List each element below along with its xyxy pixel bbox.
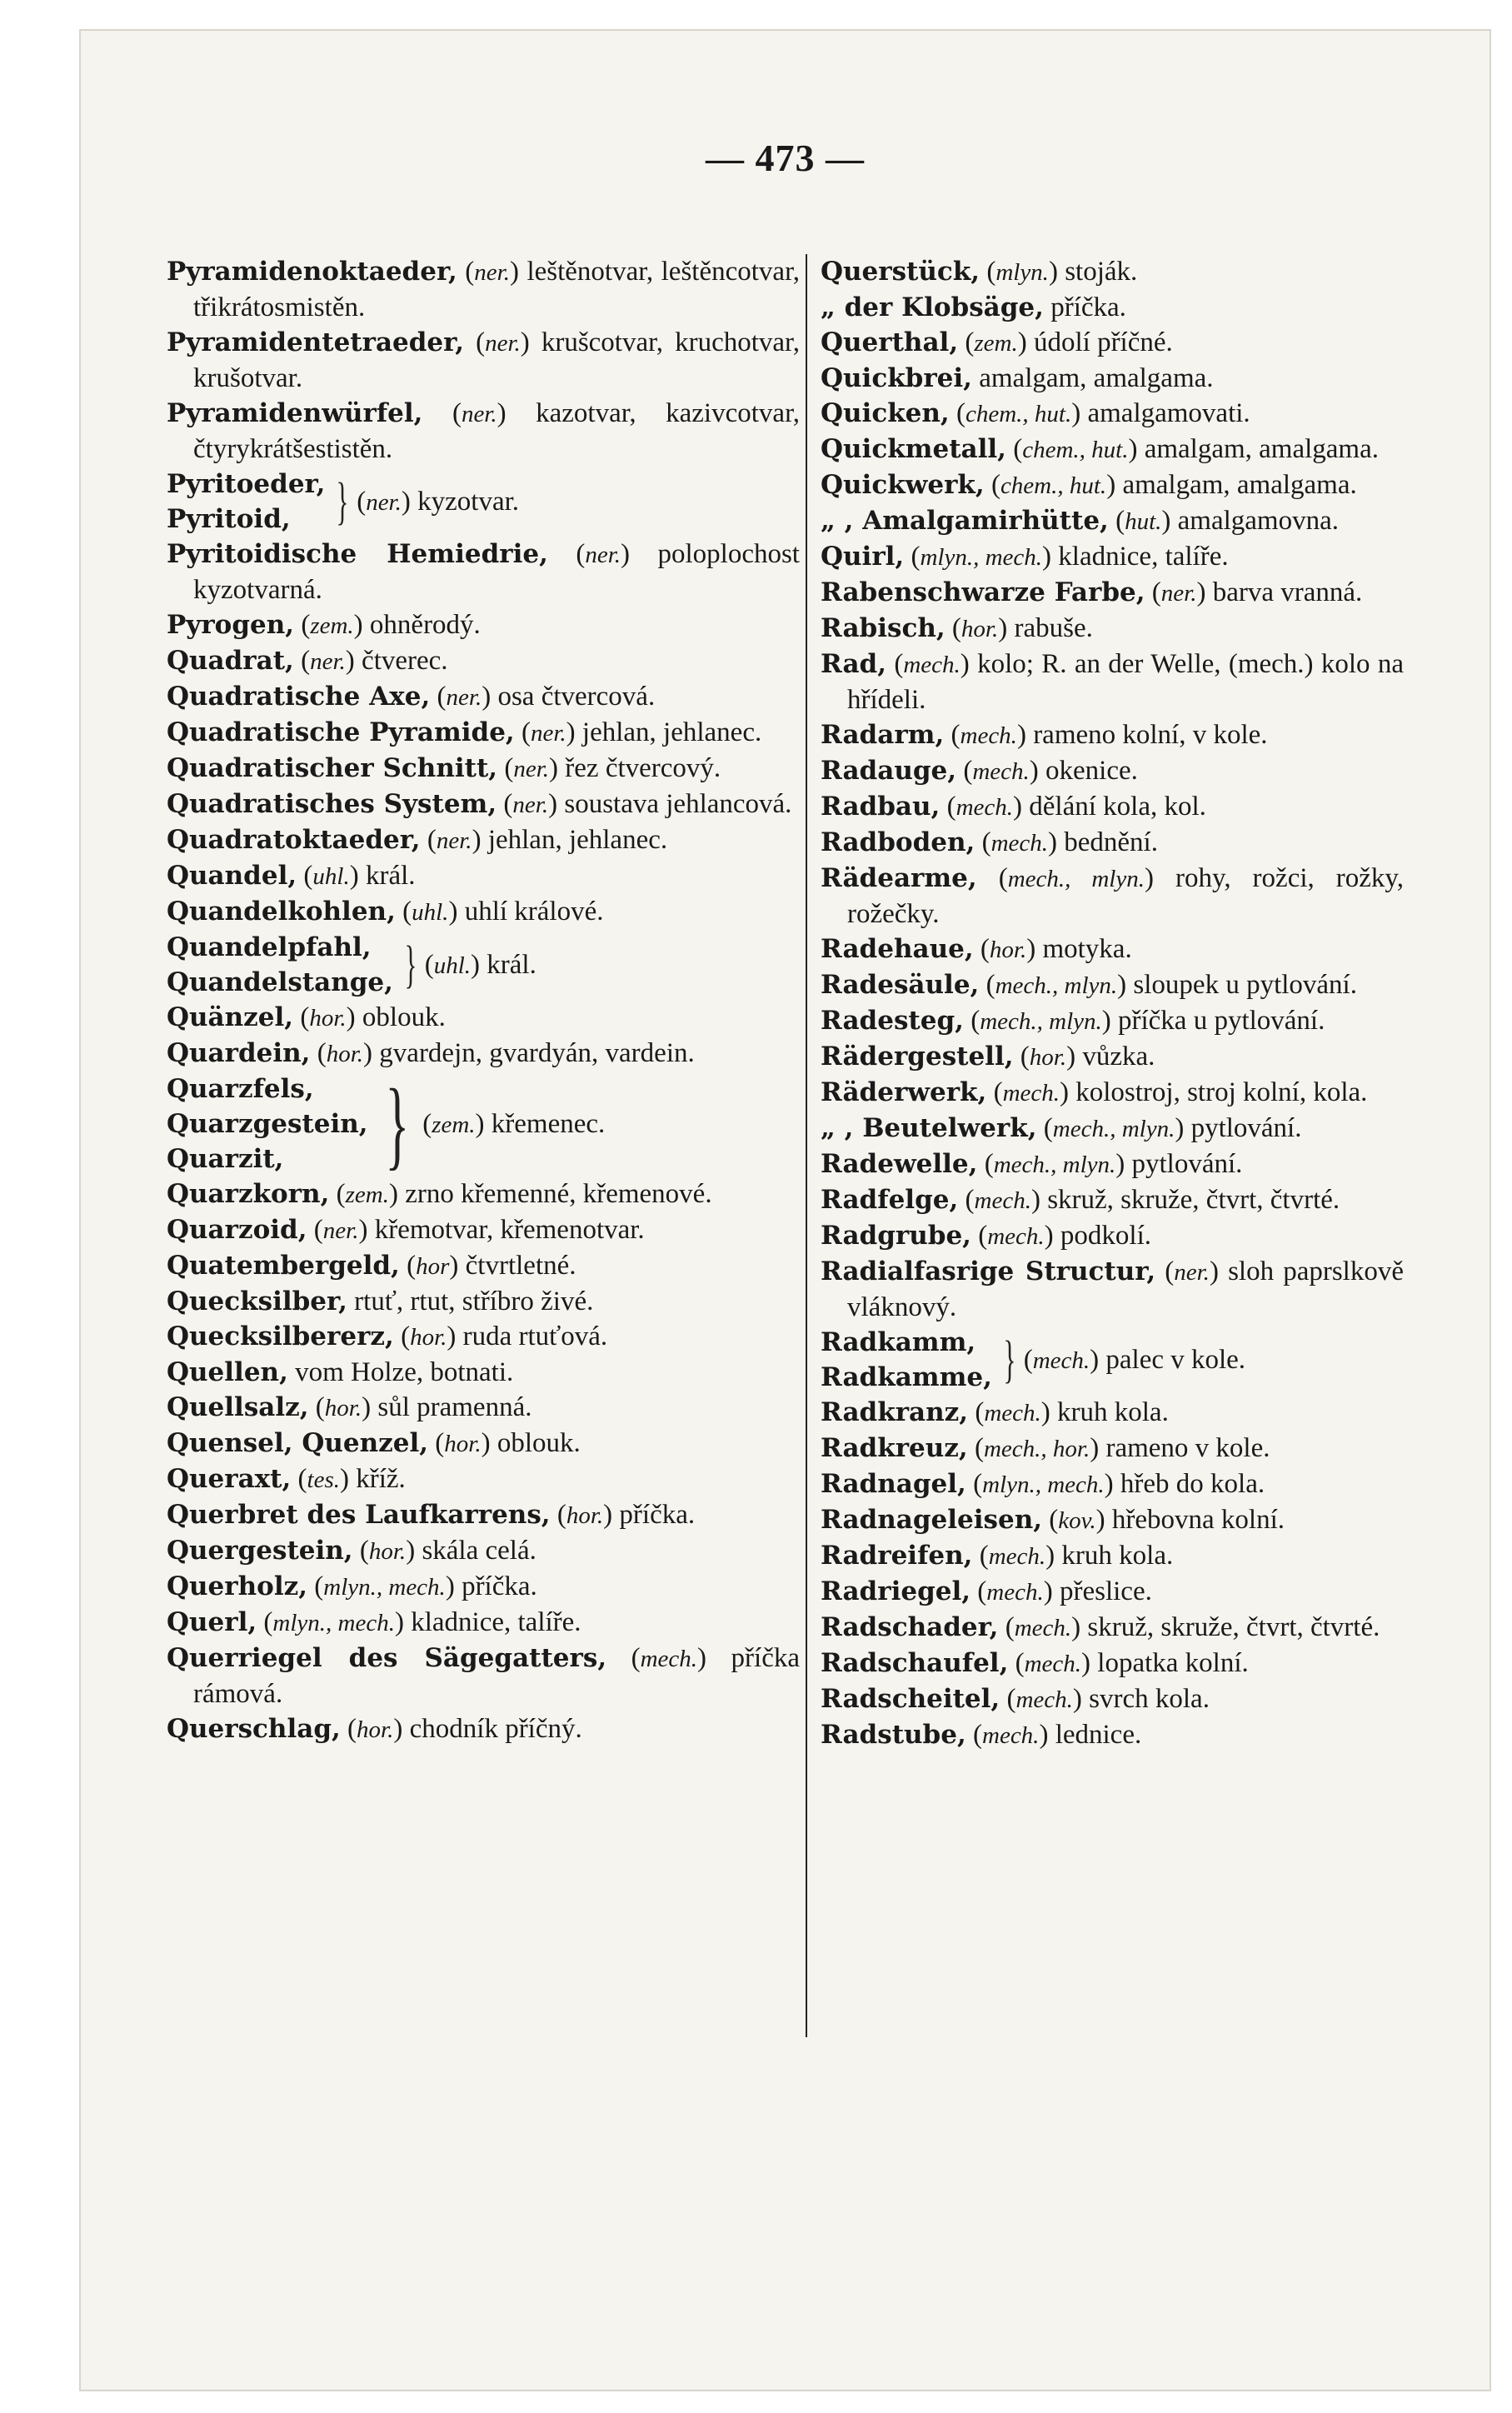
entry-abbrev: mlyn., mech.: [920, 544, 1043, 571]
dictionary-entry: [821, 290, 1404, 325]
entry-definition: oblouk.: [362, 1002, 446, 1032]
dictionary-entry: Querbret des Laufkarrens, (hor.) příčka.: [167, 1500, 696, 1530]
entry-abbrev: mech.: [984, 1400, 1041, 1426]
entry-abbrev: ner.: [322, 1217, 359, 1244]
entry-definition: amalgam, amalgama.: [979, 363, 1214, 393]
entry-abbrev: mech.: [991, 830, 1049, 857]
dictionary-entry: Quarzkorn, (zem.) zrno křemenné, křemenové.: [167, 1179, 712, 1209]
entry-headword: Quadratische Pyramide,: [167, 717, 515, 747]
entry-group: Radkamm, Radkamme, } (mech.) palec v kole.: [821, 1325, 1404, 1395]
entry-headword: Querl,: [167, 1607, 257, 1637]
entry-abbrev: ner.: [1174, 1259, 1210, 1286]
right-column: [821, 254, 1404, 1753]
entry-abbrev: mech.: [987, 1223, 1045, 1250]
entry-abbrev: zem.: [974, 330, 1018, 357]
entry-abbrev: mech., mlyn.: [1052, 1116, 1175, 1142]
dictionary-entry: Quickmetall, (chem., hut.) amalgam, amalgama.: [821, 434, 1379, 464]
dictionary-entry: Querstück, (mlyn.) stoják.: [821, 257, 1138, 287]
dictionary-entry: Quecksilbererz, (hor.) ruda rtuťová.: [167, 1321, 608, 1351]
brace-glyph: }: [384, 1068, 409, 1179]
dictionary-entry: Quandelkohlen, (uhl.) uhlí králové.: [167, 897, 604, 927]
entry-headword: Radfelge,: [821, 1185, 959, 1215]
entry-definition: amalgamovati.: [1087, 398, 1250, 428]
entry-headword: Queraxt,: [167, 1464, 292, 1494]
entry-headword: Radesäule,: [821, 970, 980, 1000]
entry-abbrev: mech.: [1015, 1686, 1073, 1713]
entry-abbrev: mech., mlyn.: [1007, 866, 1145, 892]
dictionary-entry: Querriegel des Sägegatters, (mech.) příčka rámová.: [167, 1643, 800, 1709]
entry-definition: příčka rámová.: [193, 1643, 800, 1709]
entry-abbrev: mech.: [1002, 1080, 1060, 1107]
dictionary-entry: Radkranz, (mech.) kruh kola.: [821, 1397, 1169, 1427]
entry-definition: palec v kole.: [1105, 1344, 1246, 1375]
dictionary-entry: „ , Beutelwerk, (mech., mlyn.) pytlování.: [821, 1113, 1302, 1143]
brace-glyph: }: [336, 473, 349, 530]
entry-definition: rameno kolní, v kole.: [1033, 720, 1268, 750]
scanned-page: [79, 29, 1491, 2391]
entry-group: Quarzfels, Quarzgestein, Quarzit, } (zem.) křemenec.: [167, 1068, 606, 1179]
entry-abbrev: ner.: [366, 488, 402, 516]
entry-abbrev: hor.: [1029, 1044, 1067, 1071]
page-number: — 473 —: [706, 137, 865, 179]
entry-abbrev: uhl.: [312, 863, 350, 890]
entry-abbrev: hor.: [368, 1538, 407, 1565]
dictionary-entry: [167, 1284, 800, 1319]
entry-abbrev: hor: [416, 1253, 450, 1280]
entry-headword: Quickwerk,: [821, 470, 985, 500]
dictionary-entry: Querl, (mlyn., mech.) kladnice, talíře.: [167, 1607, 581, 1637]
entry-definition: vom Holze, botnati.: [295, 1357, 514, 1387]
entry-headword: Quadratoktaeder,: [167, 825, 421, 855]
entry-definition: kruh kola.: [1057, 1397, 1169, 1427]
entry-headword: Querriegel des Sägegatters,: [167, 1643, 607, 1673]
entry-abbrev: tes.: [307, 1466, 340, 1493]
entry-headword: „ , Beutelwerk,: [821, 1113, 1037, 1143]
entry-headword: Radkreuz,: [821, 1433, 968, 1463]
entry-abbrev: mech., mlyn.: [995, 972, 1118, 999]
entry-abbrev: mech.: [982, 1722, 1040, 1749]
entry-definition: čtverec.: [362, 646, 448, 676]
dictionary-entry: Pyrogen, (zem.) ohněrodý.: [167, 610, 481, 640]
dictionary-entry: Pyramidenwürfel, (ner.) kazotvar, kazivcotvar, čtyrykrátšestistěn.: [167, 398, 800, 464]
entry-definition: kříž.: [356, 1464, 406, 1494]
entry-abbrev: mech.: [960, 722, 1017, 749]
dictionary-entry: Radstube, (mech.) lednice.: [821, 1720, 1142, 1750]
entry-definition: amalgam, amalgama.: [1144, 434, 1379, 464]
entry-headword: Quandelstange,: [167, 967, 393, 997]
entry-definition: křemenec.: [491, 1108, 606, 1139]
dictionary-entry: Radesäule, (mech., mlyn.) sloupek u pytlování.: [821, 970, 1357, 1000]
entry-headword: Radehaue,: [821, 934, 974, 964]
entry-headword: Radnageleisen,: [821, 1505, 1043, 1535]
entry-headword: Quarzgestein,: [167, 1109, 368, 1139]
entry-definition: dělání kola, kol.: [1029, 792, 1206, 822]
entry-headword: Radbau,: [821, 792, 941, 822]
dictionary-entry: Quickwerk, (chem., hut.) amalgam, amalgama.: [821, 470, 1357, 500]
dictionary-entry: Räderwerk, (mech.) kolostroj, stroj kolní, kola.: [821, 1077, 1368, 1107]
left-column: [167, 254, 800, 1747]
entry-abbrev: chem., hut.: [965, 401, 1072, 427]
dictionary-entry: Quadratisches System, (ner.) soustava jehlancová.: [167, 789, 792, 819]
entry-abbrev: ner.: [436, 827, 472, 854]
dictionary-entry: Radschader, (mech.) skruž, skruže, čtvrt, čtvrté.: [821, 1612, 1380, 1642]
entry-group: Quandelpfahl, Quandelstange, } (uhl.) král.: [167, 930, 800, 1000]
entry-headword: Quadratischer Schnitt,: [167, 753, 498, 783]
entry-headword: Radscheitel,: [821, 1684, 1001, 1714]
entry-headword: Quarzit,: [167, 1144, 284, 1174]
entry-definition: chodník příčný.: [409, 1714, 582, 1744]
entry-headword: Pyramidenoktaeder,: [167, 257, 457, 287]
entry-headword: Radewelle,: [821, 1149, 978, 1179]
entry-abbrev: ner.: [585, 542, 621, 568]
entry-group: Pyritoeder, Pyritoid, } (ner.) kyzotvar.: [167, 467, 800, 537]
dictionary-entry: Pyramidenoktaeder, (ner.) leštěnotvar, leštěncotvar, třikrátosmistěn.: [167, 257, 800, 322]
dictionary-entry: Quarzoid, (ner.) křemotvar, křemenotvar.: [167, 1215, 645, 1245]
entry-abbrev: hor.: [357, 1716, 394, 1743]
entry-definition: gvardejn, gvardyán, vardein.: [379, 1038, 695, 1068]
entry-abbrev: mech.: [640, 1646, 698, 1672]
entry-definition: rtuť, rtut, stříbro živé.: [354, 1286, 594, 1316]
dictionary-entry: [821, 361, 1404, 396]
entry-definition: zrno křemenné, křemenové.: [405, 1179, 712, 1209]
entry-definition: král.: [487, 949, 536, 980]
entry-abbrev: ner.: [530, 720, 566, 747]
entry-headword: Querholz,: [167, 1571, 307, 1601]
entry-definition: hřebovna kolní.: [1111, 1505, 1285, 1535]
entry-abbrev: mech., mlyn.: [993, 1152, 1116, 1178]
dictionary-entry: Quirl, (mlyn., mech.) kladnice, talíře.: [821, 542, 1229, 572]
dictionary-entry: Radbau, (mech.) dělání kola, kol.: [821, 792, 1206, 822]
dictionary-entry: Pyritoidische Hemiedrie, (ner.) poloplochost kyzotvarná.: [167, 539, 800, 605]
entry-definition: příčka u pytlování.: [1118, 1006, 1325, 1036]
entry-headword: Pyritoidische Hemiedrie,: [167, 539, 548, 569]
entry-headword: Radkamm,: [821, 1327, 976, 1357]
entry-headword: Quickmetall,: [821, 434, 1006, 464]
entry-headword: Radauge,: [821, 756, 957, 786]
entry-definition: skruž, skruže, čtvrt, čtvrté.: [1047, 1185, 1340, 1215]
entry-abbrev: mech., hor.: [983, 1436, 1090, 1462]
entry-definition: jehlan, jehlanec.: [581, 717, 762, 747]
entry-headword: Radnagel,: [821, 1469, 966, 1499]
entry-abbrev: mlyn.: [996, 259, 1049, 286]
dictionary-entry: Queraxt, (tes.) kříž.: [167, 1464, 406, 1494]
dictionary-entry: Rädearme, (mech., mlyn.) rohy, rožci, rožky, rožečky.: [821, 863, 1404, 929]
entry-definition: rameno v kole.: [1105, 1433, 1270, 1463]
entry-definition: příčka.: [1050, 292, 1126, 322]
entry-abbrev: chem., hut.: [1022, 437, 1129, 463]
entry-headword: Quandel,: [167, 861, 297, 891]
entry-definition: čtvrtletné.: [465, 1251, 576, 1281]
entry-headword: Radstube,: [821, 1720, 966, 1750]
entry-definition: sloupek u pytlování.: [1133, 970, 1357, 1000]
dictionary-entry: Radgrube, (mech.) podkolí.: [821, 1221, 1152, 1251]
entry-definition: bednění.: [1064, 827, 1158, 857]
entry-definition: skála celá.: [422, 1536, 536, 1566]
entry-headword: „ , Amalgamirhütte,: [821, 506, 1109, 536]
entry-definition: kruh kola.: [1061, 1541, 1174, 1571]
entry-abbrev: hor.: [309, 1005, 347, 1032]
entry-abbrev: hor.: [444, 1431, 482, 1457]
entry-definition: řez čtvercový.: [565, 753, 721, 783]
entry-headword: Quänzel,: [167, 1002, 294, 1032]
entry-headword: Rad,: [821, 649, 887, 679]
entry-abbrev: mech.: [1014, 1615, 1072, 1641]
entry-headword: Rädergestell,: [821, 1042, 1014, 1072]
dictionary-entry: Radewelle, (mech., mlyn.) pytlování.: [821, 1149, 1243, 1179]
dictionary-entry: Quicken, (chem., hut.) amalgamovati.: [821, 398, 1250, 428]
entry-abbrev: uhl.: [412, 899, 449, 926]
entry-definition: lopatka kolní.: [1097, 1648, 1249, 1678]
entry-abbrev: uhl.: [433, 952, 472, 979]
entry-abbrev: mech.: [903, 652, 961, 678]
entry-headword: Quecksilbererz,: [167, 1321, 394, 1351]
entry-definition: sůl pramenná.: [377, 1392, 532, 1422]
entry-definition: poloplochost kyzotvarná.: [193, 539, 800, 605]
dictionary-entry: [167, 1355, 800, 1390]
entry-definition: soustava jehlancová.: [564, 789, 792, 819]
dictionary-entry: Rad, (mech.) kolo; R. an der Welle, (mech.) kolo na hřídeli.: [821, 649, 1404, 715]
entry-definition: kolostroj, stroj kolní, kola.: [1075, 1077, 1368, 1107]
entry-headword: Quadratisches System,: [167, 789, 497, 819]
entry-abbrev: hut.: [1125, 508, 1162, 535]
dictionary-entry: Rabenschwarze Farbe, (ner.) barva vranná.: [821, 577, 1363, 607]
entry-definition: okenice.: [1045, 756, 1138, 786]
entry-definition: oblouk.: [497, 1428, 581, 1458]
entry-abbrev: ner.: [1160, 580, 1197, 607]
entry-definition: příčka.: [619, 1500, 696, 1530]
entry-abbrev: ner.: [310, 648, 346, 675]
entry-headword: Quirl,: [821, 542, 905, 572]
entry-definition: pytlování.: [1190, 1113, 1302, 1143]
brace-glyph: }: [404, 937, 417, 993]
entry-abbrev: mech.: [1024, 1651, 1082, 1677]
entry-abbrev: ner.: [513, 756, 550, 782]
entry-abbrev: mech.: [986, 1579, 1044, 1606]
dictionary-entry: Radnagel, (mlyn., mech.) hřeb do kola.: [821, 1469, 1265, 1499]
entry-definition: kolo; R. an der Welle, (mech.) kolo na hřídeli.: [847, 649, 1404, 715]
entry-headword: Quandelkohlen,: [167, 897, 396, 927]
dictionary-entry: Radkreuz, (mech., hor.) rameno v kole.: [821, 1433, 1270, 1463]
dictionary-entry: Quensel, Quenzel, (hor.) oblouk.: [167, 1428, 581, 1458]
entry-definition: kladnice, talíře.: [411, 1607, 581, 1637]
entry-headword: Radialfasrige Structur,: [821, 1256, 1156, 1286]
entry-headword: Rädearme,: [821, 863, 977, 893]
entry-abbrev: ner.: [446, 684, 482, 711]
dictionary-entry: Radauge, (mech.) okenice.: [821, 756, 1138, 786]
dictionary-entry: Quellsalz, (hor.) sůl pramenná.: [167, 1392, 532, 1422]
dictionary-entry: Radesteg, (mech., mlyn.) příčka u pytlování.: [821, 1006, 1325, 1036]
entry-definition: kladnice, talíře.: [1058, 542, 1229, 572]
entry-definition: krušcotvar, kruchotvar, krušotvar.: [193, 327, 800, 393]
entry-definition: skruž, skruže, čtvrt, čtvrté.: [1087, 1612, 1380, 1642]
entry-headword: Quensel, Quenzel,: [167, 1428, 429, 1458]
dictionary-entry: Radialfasrige Structur, (ner.) sloh paprslkově vláknový.: [821, 1256, 1404, 1322]
entry-headword: Pyramidentetraeder,: [167, 327, 465, 357]
entry-abbrev: chem., hut.: [1000, 472, 1107, 499]
entry-definition: motyka.: [1042, 934, 1132, 964]
dictionary-entry: Radboden, (mech.) bednění.: [821, 827, 1158, 857]
entry-definition: rohy, rožci, rožky, rožečky.: [847, 863, 1404, 929]
entry-abbrev: mech.: [956, 794, 1014, 821]
entry-definition: leštěnotvar, leštěncotvar, třikrátosmistěn.: [193, 257, 800, 322]
column-divider: [806, 254, 807, 2037]
dictionary-entry: Quadratische Pyramide, (ner.) jehlan, jehlanec.: [167, 717, 762, 747]
entry-headword: Quarzfels,: [167, 1074, 314, 1104]
entry-headword: Quardein,: [167, 1038, 311, 1068]
entry-abbrev: hor.: [961, 616, 999, 642]
entry-headword: Pyramidenwürfel,: [167, 398, 423, 428]
entry-definition: ruda rtuťová.: [462, 1321, 608, 1351]
entry-headword: Radboden,: [821, 827, 976, 857]
entry-abbrev: ner.: [474, 259, 510, 286]
entry-headword: Quadrat,: [167, 646, 294, 676]
entry-headword: Radriegel,: [821, 1576, 971, 1606]
entry-abbrev: mech.: [988, 1543, 1046, 1570]
entry-headword: „ der Klobsäge,: [821, 292, 1044, 322]
dictionary-entry: „ , Amalgamirhütte, (hut.) amalgamovna.: [821, 506, 1339, 536]
entry-headword: Rabisch,: [821, 613, 946, 643]
entry-abbrev: hor.: [410, 1324, 447, 1351]
dictionary-entry: Rabisch, (hor.) rabuše.: [821, 613, 1093, 643]
entry-definition: příčka.: [462, 1571, 537, 1601]
entry-definition: barva vranná.: [1212, 577, 1363, 607]
entry-definition: stoják.: [1065, 257, 1138, 287]
entry-definition: amalgamovna.: [1177, 506, 1339, 536]
entry-abbrev: mech.: [974, 1187, 1031, 1214]
entry-headword: Querstück,: [821, 257, 981, 287]
entry-headword: Pyritoid,: [167, 504, 291, 534]
entry-definition: kazotvar, kazivcotvar, čtyrykrátšestistěn.: [193, 398, 800, 464]
entry-headword: Quellen,: [167, 1357, 288, 1387]
entry-abbrev: ner.: [461, 401, 497, 427]
dictionary-entry: Radehaue, (hor.) motyka.: [821, 934, 1132, 964]
entry-abbrev: mech.: [972, 758, 1030, 785]
entry-headword: Quarzkorn,: [167, 1179, 330, 1209]
entry-definition: pytlování.: [1131, 1149, 1243, 1179]
entry-headword: Radreifen,: [821, 1541, 973, 1571]
entry-headword: Radgrube,: [821, 1221, 971, 1251]
dictionary-entry: Quänzel, (hor.) oblouk.: [167, 1002, 446, 1032]
dictionary-entry: Querholz, (mlyn., mech.) příčka.: [167, 1571, 537, 1601]
dictionary-entry: Quadrat, (ner.) čtverec.: [167, 646, 448, 676]
entry-headword: Radesteg,: [821, 1006, 964, 1036]
dictionary-entry: Radarm, (mech.) rameno kolní, v kole.: [821, 720, 1268, 750]
entry-definition: údolí příčné.: [1033, 327, 1173, 357]
entry-definition: uhlí králové.: [464, 897, 604, 927]
entry-definition: osa čtvercová.: [497, 682, 656, 712]
entry-headword: Pyritoeder,: [167, 469, 326, 499]
dictionary-entry: Rädergestell, (hor.) vůzka.: [821, 1042, 1155, 1072]
entry-definition: podkolí.: [1060, 1221, 1152, 1251]
entry-definition: sloh paprslkově vláknový.: [847, 1256, 1404, 1322]
entry-abbrev: mech., mlyn.: [980, 1008, 1102, 1035]
entry-abbrev: zem.: [310, 612, 354, 639]
entry-definition: jehlan, jehlanec.: [487, 825, 668, 855]
entry-definition: lednice.: [1055, 1720, 1142, 1750]
dictionary-entry: Radfelge, (mech.) skruž, skruže, čtvrt, čtvrté.: [821, 1185, 1340, 1215]
entry-abbrev: hor.: [326, 1041, 364, 1067]
dictionary-entry: Radnageleisen, (kov.) hřebovna kolní.: [821, 1505, 1285, 1535]
dictionary-entry: Radschaufel, (mech.) lopatka kolní.: [821, 1648, 1249, 1678]
entry-headword: Quickbrei,: [821, 363, 972, 393]
entry-abbrev: ner.: [485, 330, 521, 357]
entry-abbrev: ner.: [512, 792, 549, 818]
entry-headword: Räderwerk,: [821, 1077, 987, 1107]
entry-headword: Quellsalz,: [167, 1392, 309, 1422]
entry-headword: Radkranz,: [821, 1397, 969, 1427]
entry-headword: Quadratische Axe,: [167, 682, 431, 712]
entry-abbrev: zem.: [345, 1182, 389, 1208]
entry-headword: Radkamme,: [821, 1362, 992, 1392]
dictionary-entry: Pyramidentetraeder, (ner.) krušcotvar, kruchotvar, krušotvar.: [167, 327, 800, 393]
brace-glyph: }: [1003, 1331, 1016, 1388]
entry-headword: Quecksilber,: [167, 1286, 347, 1316]
dictionary-entry: Quadratoktaeder, (ner.) jehlan, jehlanec.: [167, 825, 668, 855]
entry-definition: hřeb do kola.: [1120, 1469, 1265, 1499]
entry-headword: Quergestein,: [167, 1536, 353, 1566]
dictionary-entry: Quandel, (uhl.) král.: [167, 861, 416, 891]
entry-headword: Quicken,: [821, 398, 950, 428]
dictionary-entry: Quatembergeld, (hor) čtvrtletné.: [167, 1251, 576, 1281]
entry-headword: Quandelpfahl,: [167, 932, 372, 962]
dictionary-entry: Querthal, (zem.) údolí příčné.: [821, 327, 1173, 357]
entry-headword: Querbret des Laufkarrens,: [167, 1500, 551, 1530]
entry-abbrev: mlyn., mech.: [982, 1471, 1105, 1498]
entry-definition: vůzka.: [1082, 1042, 1155, 1072]
entry-headword: Radschaufel,: [821, 1648, 1009, 1678]
dictionary-entry: Radreifen, (mech.) kruh kola.: [821, 1541, 1174, 1571]
entry-abbrev: zem.: [432, 1111, 476, 1138]
entry-headword: Querthal,: [821, 327, 959, 357]
entry-definition: svrch kola.: [1089, 1684, 1210, 1714]
entry-headword: Radarm,: [821, 720, 945, 750]
entry-headword: Radschader,: [821, 1612, 999, 1642]
entry-abbrev: mlyn., mech.: [272, 1610, 395, 1636]
entry-headword: Quatembergeld,: [167, 1251, 400, 1281]
entry-definition: rabuše.: [1014, 613, 1093, 643]
dictionary-entry: Quardein, (hor.) gvardejn, gvardyán, vardein.: [167, 1038, 695, 1068]
entry-headword: Querschlag,: [167, 1714, 341, 1744]
dictionary-entry: Quadratischer Schnitt, (ner.) řez čtvercový.: [167, 753, 721, 783]
dictionary-entry: Radriegel, (mech.) přeslice.: [821, 1576, 1152, 1606]
entry-abbrev: kov.: [1058, 1507, 1096, 1534]
entry-abbrev: hor.: [566, 1502, 604, 1529]
entry-headword: Quarzoid,: [167, 1215, 307, 1245]
entry-definition: amalgam, amalgama.: [1122, 470, 1357, 500]
entry-abbrev: mech.: [1032, 1346, 1090, 1374]
entry-definition: kyzotvar.: [417, 486, 520, 517]
entry-definition: přeslice.: [1059, 1576, 1152, 1606]
entry-abbrev: hor.: [989, 937, 1027, 963]
dictionary-entry: Querschlag, (hor.) chodník příčný.: [167, 1714, 582, 1744]
dictionary-entry: Quergestein, (hor.) skála celá.: [167, 1536, 536, 1566]
entry-definition: král.: [365, 861, 416, 891]
dictionary-entry: Radscheitel, (mech.) svrch kola.: [821, 1684, 1210, 1714]
entry-headword: Rabenschwarze Farbe,: [821, 577, 1145, 607]
dictionary-entry: Quadratische Axe, (ner.) osa čtvercová.: [167, 682, 656, 712]
entry-definition: ohněrodý.: [369, 610, 481, 640]
entry-abbrev: hor.: [324, 1395, 362, 1421]
entry-definition: křemotvar, křemenotvar.: [374, 1215, 645, 1245]
entry-headword: Pyrogen,: [167, 610, 295, 640]
entry-abbrev: mlyn., mech.: [323, 1574, 446, 1601]
